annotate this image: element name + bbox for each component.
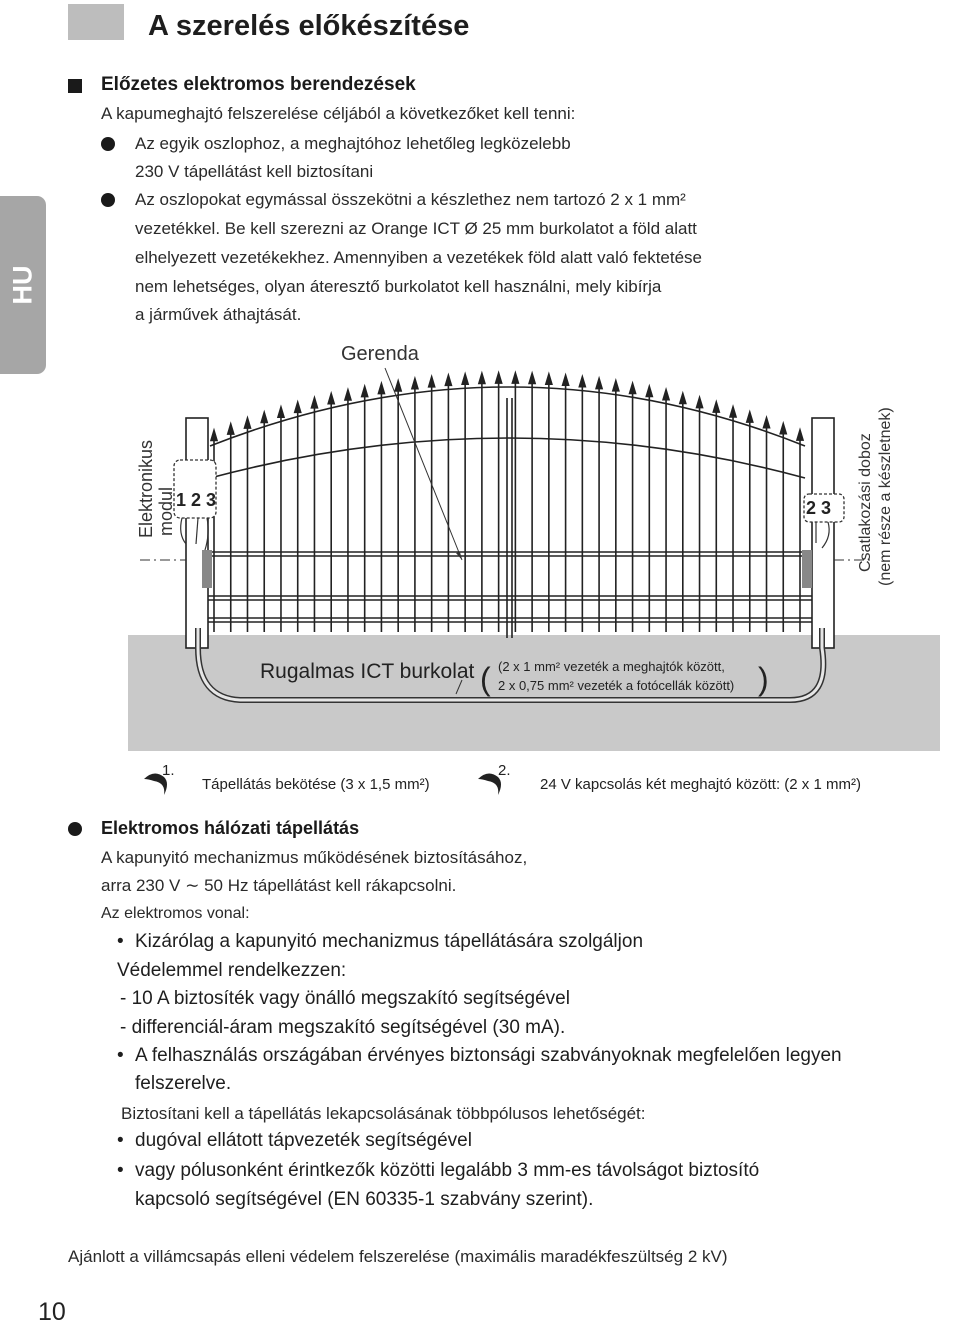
- gate-bar-tip: [479, 373, 485, 383]
- ground-area: [128, 635, 940, 751]
- bullet-text: elhelyezett vezetékekhez. Amennyiben a vezetékek föld alatt való fektetése: [135, 248, 703, 267]
- paragraph-line: Az elektromos vonal:: [101, 905, 250, 922]
- conduit-note-1: (2 x 1 mm² vezeték a meghajtók között,: [498, 659, 725, 674]
- bullet-text: A felhasználás országában érvényes biztonsági szabványoknak megfelelően legyen: [135, 1045, 842, 1066]
- legend-text-2: 24 V kapcsolás két meghajtó között: (2 x 1 mm²): [540, 776, 861, 793]
- junction-terminals: 2 3: [806, 498, 832, 518]
- language-tab-label: HU: [7, 265, 38, 305]
- gate-bar-tip: [730, 407, 736, 417]
- gate-bar-tip: [563, 375, 569, 385]
- gate-bar-tip: [512, 373, 518, 383]
- conduit-label: Rugalmas ICT burkolat: [260, 660, 475, 683]
- gate-bar-tip: [546, 374, 552, 384]
- gate-bar-tip: [680, 393, 686, 403]
- right-post: [812, 418, 834, 648]
- junction-label-1: Csatlakozási doboz: [857, 433, 874, 572]
- gate-bar-tip: [244, 418, 250, 428]
- beam-label: Gerenda: [341, 343, 419, 365]
- gate-bar-tip: [412, 379, 418, 389]
- gate-bar-tip: [462, 374, 468, 384]
- conduit-note-2: 2 x 0,75 mm² vezeték a fotócellák között): [498, 678, 735, 693]
- legend-number-2: 2.: [498, 762, 511, 779]
- gate-bar-tip: [747, 412, 753, 422]
- gate-bar-tip: [278, 407, 284, 417]
- gate-bar-tip: [328, 394, 334, 404]
- gate-bar-tip: [780, 424, 786, 434]
- bullet-dot: [101, 193, 115, 207]
- module-label-2: modul: [156, 486, 176, 536]
- bullet-text: 230 V tápellátást kell biztosítani: [135, 162, 374, 181]
- bullet-text: Az oszlopokat egymással összekötni a készlethez nem tartozó 2 x 1 mm²: [135, 190, 686, 209]
- gate-bar-tip: [445, 375, 451, 385]
- gate-bar-tip: [345, 390, 351, 400]
- gate-bar-tip: [596, 379, 602, 389]
- bracket-close: ): [758, 661, 769, 697]
- bracket-open: (: [480, 661, 491, 697]
- gate-diagram-svg: [0, 338, 960, 810]
- dash-item: - 10 A biztosíték vagy önálló megszakító segítségével: [120, 988, 570, 1009]
- bullet-mark: •: [117, 1045, 124, 1066]
- title-marker: [68, 4, 124, 40]
- gate-bar-tip: [211, 430, 217, 440]
- gate-bar-tip: [362, 387, 368, 397]
- gate-bar-tip: [579, 377, 585, 387]
- page-number: 10: [38, 1298, 66, 1326]
- legend-text-1: Tápellátás bekötése (3 x 1,5 mm²): [202, 776, 430, 793]
- beam-pointer-line: [385, 368, 462, 560]
- gate-bar-tip: [797, 430, 803, 440]
- gate-bar-tip: [429, 377, 435, 387]
- paragraph-line: Védelemmel rendelkezzen:: [117, 960, 347, 981]
- gate-wiring-diagram: [0, 338, 960, 810]
- bullet-text: felszerelve.: [135, 1073, 232, 1094]
- bullet-text: Az egyik oszlophoz, a meghajtóhoz lehetőleg legközelebb: [135, 134, 571, 153]
- gate-bar-tip: [663, 390, 669, 400]
- lightning-protection-note: Ajánlott a villámcsapás elleni védelem felszerelése (maximális maradékfeszültség 2 kV): [68, 1247, 728, 1266]
- bullet-text: dugóval ellátott tápvezeték segítségével: [135, 1130, 472, 1151]
- bullet-text: vezetékkel. Be kell szerezni az Orange ICT Ø 25 mm burkolatot a föld alatt: [135, 219, 697, 238]
- paragraph-line: arra 230 V ∼ 50 Hz tápellátást kell rákapcsolni.: [101, 876, 457, 895]
- module-terminals: 1 2 3: [176, 490, 217, 510]
- section-intro: A kapumeghajtó felszerelése céljából a következőket kell tenni:: [101, 104, 576, 123]
- bullet-mark: •: [117, 1130, 124, 1151]
- legend-number-1: 1.: [162, 762, 175, 779]
- gate-bar-tip: [395, 381, 401, 391]
- gate-bar-tip: [613, 381, 619, 391]
- section-heading-preliminary: Előzetes elektromos berendezések: [101, 74, 416, 95]
- gate-bar-tip: [228, 424, 234, 434]
- dash-item: - differenciál-áram megszakító segítségével (30 mA).: [120, 1017, 566, 1038]
- module-label-1: Elektronikus: [136, 439, 156, 538]
- bullet-mark: •: [117, 1160, 124, 1181]
- bullet-mark: •: [117, 931, 124, 952]
- gate-bar-tip: [630, 383, 636, 393]
- gate-bar-tip: [496, 373, 502, 383]
- bullet-dot: [101, 137, 115, 151]
- gate-bar-tip: [295, 402, 301, 412]
- left-motor: [202, 550, 212, 588]
- gate-bar-tip: [261, 412, 267, 422]
- bullet-text: Kizárólag a kapunyitó mechanizmus tápellátására szolgáljon: [135, 931, 644, 952]
- section-heading-power-supply: Elektromos hálózati tápellátás: [101, 818, 360, 838]
- gate-bar-tip: [378, 384, 384, 394]
- gate-bar-tip: [529, 373, 535, 383]
- gate-bar-tip: [646, 386, 652, 396]
- gate-bar-tip: [764, 418, 770, 428]
- bullet-text: kapcsoló segítségével (EN 60335-1 szabvány szerint).: [135, 1189, 594, 1210]
- gate-bar-tip: [311, 398, 317, 408]
- paragraph-line: A kapunyitó mechanizmus működésének biztosításához,: [101, 848, 528, 867]
- bullet-text: nem lehetséges, olyan áteresztő burkolatot kell használni, mely kibírja: [135, 277, 662, 296]
- right-motor: [802, 550, 812, 588]
- paragraph-line: Biztosítani kell a tápellátás lekapcsolásának többpólusos lehetőségét:: [121, 1104, 646, 1123]
- bullet-text: vagy pólusonként érintkezők közötti legalább 3 mm-es távolságot biztosító: [135, 1160, 760, 1181]
- junction-label-2: (nem része a készletnek): [877, 407, 894, 586]
- section-dot-bullet: [68, 822, 82, 836]
- bullet-text: a járművek áthajtását.: [135, 305, 302, 324]
- gate-bar-tip: [713, 402, 719, 412]
- section-square-bullet: [68, 79, 82, 93]
- gate-bar-tip: [697, 398, 703, 408]
- page-title: A szerelés előkészítése: [148, 10, 470, 42]
